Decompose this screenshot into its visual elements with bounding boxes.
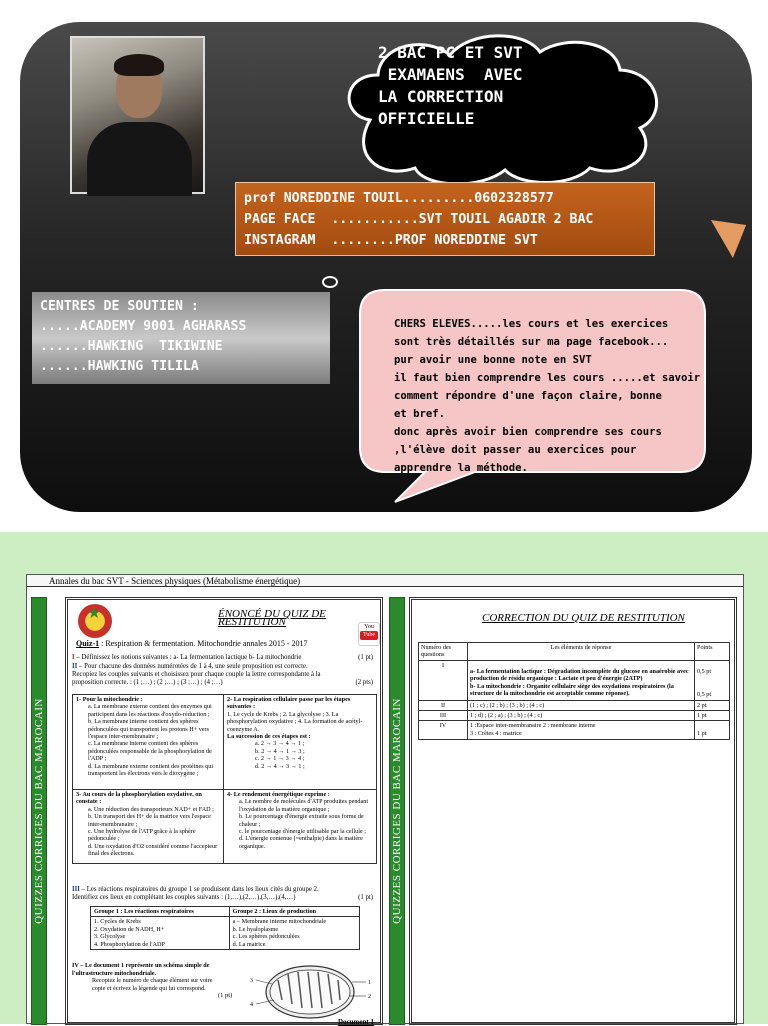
qcm-option: d. 2 → 4 → 3 → 1 ; xyxy=(255,762,305,770)
centre-item: ......HAWKING TIKIWINE xyxy=(40,339,223,354)
message-line: apprendre la méthode. xyxy=(394,462,528,474)
school-logo-icon xyxy=(78,604,112,638)
cloud-line: LA CORRECTION xyxy=(378,87,504,106)
message-line: ,l'élève doit passer au exercices pour xyxy=(394,444,637,456)
points-value: 1 pt xyxy=(697,730,707,738)
question-text: – Définissez les notions suivantes : a- La fermentation lactique b- La mitochondrie xyxy=(74,654,302,661)
centres-title: CENTRES DE SOUTIEN : xyxy=(40,299,199,314)
row-answer: (1 ; c) ; (2 ; b) ; (3 ; b) ; (4 ; c) xyxy=(468,700,695,710)
qcm-cell-3 xyxy=(73,790,223,859)
qcm-option: c. Une hydrolyse de l'ATP grâce à la sphère pédonculée ; xyxy=(88,828,196,843)
qcm-option: d. L'énergie contenue (=enthalpie) dans la matière organique. xyxy=(239,835,363,850)
qcm-option: b. Un transport des H+ de la matrice vers l'espace inter-membranaire ; xyxy=(88,813,211,828)
question-number: III xyxy=(72,886,80,893)
mitochondria-diagram xyxy=(248,960,378,1024)
group1-item: 2. Oxydation de NADH, H+ xyxy=(94,925,165,933)
sidebar-label: QUIZZES CORRIGES DU BAC MAROCAIN xyxy=(391,698,403,924)
qcm-option: c. le pourcentage d'énergie utilisable par la cellule ; xyxy=(239,828,366,836)
qcm-title: 2- La respiration cellulaire passe par les étapes suivantes : xyxy=(227,696,351,711)
group1-item: 1. Cycles de Krebs xyxy=(94,918,141,926)
qcm-intro: 1. Le cycle de Krebs ; 2. La glycolyse ; 3. La phosphorylation oxydative ; 4. La formation de acétyl-coenzyme A. xyxy=(227,710,363,733)
enonce-column xyxy=(65,597,383,1025)
prof-facebook-page: PAGE FACE ...........SVT TOUIL AGADIR 2 BAC xyxy=(244,212,594,227)
prof-contact-box xyxy=(235,182,655,256)
quiz-label: Quiz-1 xyxy=(76,639,100,648)
answer-line: a- La fermentation lactique : Dégradation incomplète du glucose en anaérobie avec production de résidu organique : Lactate et peu d'énergie (2ATP) xyxy=(470,667,689,683)
message-line: et bref. xyxy=(394,408,446,420)
qcm-cell-2 xyxy=(224,695,376,771)
question-2 xyxy=(72,663,377,687)
youtube-tube: Tube xyxy=(360,631,378,640)
question-title: IV – Le document 1 représente un schéma simple de l'ultrastructure mitochondriale. xyxy=(72,962,210,977)
qcm-option: c. 2 → 1 → 3 → 4 ; xyxy=(255,755,305,763)
correction-title: CORRECTION DU QUIZ DE RESTITUTION xyxy=(482,612,685,624)
question-points: (2 pts) xyxy=(355,679,373,686)
question-text: – Pour chacune des données numérotées de 1 à 4, une seule proposition est correcte. xyxy=(77,663,308,670)
qcm-option: b. 2 → 4 → 1 → 3 ; xyxy=(255,747,305,755)
qcm-option: a. La membrane externe contient des enzymes qui participent dans les réactions d'oxydo-réduction ; xyxy=(88,703,212,718)
row-points: 2 pt xyxy=(695,700,730,710)
question-text-2: Recopiez les couples suivants et choisissez pour chaque couple la lettre correspondante à la xyxy=(72,671,321,678)
qcm-option: a. Le nombre de molécules d'ATP produites pendant l'oxydation de la matière organique ; xyxy=(239,798,369,813)
qcm-option: d. La membrane externe contient des protéines qui transportent les électrons vers le dioxygène ; xyxy=(88,762,214,778)
left-sidebar xyxy=(31,597,47,1025)
prof-instagram: INSTAGRAM ........PROF NOREDDINE SVT xyxy=(244,233,538,248)
document-header: Annales du bac SVT - Sciences physiques (Métabolisme énergétique) xyxy=(27,575,743,587)
quiz-document xyxy=(26,574,744,1024)
row-answer xyxy=(468,721,695,739)
group2-item: c. Les sphères pédonculées xyxy=(232,933,300,941)
correction-column xyxy=(409,597,737,1025)
question-4 xyxy=(72,962,222,992)
row-answer: 1 ; d) ; (2 ; a) ; (3 ; b) ; (4 ; c) xyxy=(468,711,695,721)
group2-cell xyxy=(229,917,359,950)
message-line: donc après avoir bien comprendre ses cours xyxy=(394,426,662,438)
qcm-title: 1- Pour la mitochondrie : xyxy=(76,696,143,703)
message-line: CHERS ELEVES.....les cours et les exercices xyxy=(394,318,669,330)
group2-item: b. Le hyaloplasme xyxy=(232,925,279,933)
teacher-photo xyxy=(70,36,205,194)
diagram-label: 2 xyxy=(368,994,371,1000)
points-value: 0,5 pt xyxy=(697,691,712,699)
qcm-cell-1 xyxy=(73,695,223,778)
group1-item: 4. Phosphorylation de l'ADP xyxy=(94,940,165,948)
question-number: II xyxy=(72,663,78,670)
qcm-option: d. Une oxydation d'O2 considéré comme l'accepteur final des électrons. xyxy=(88,842,218,858)
question-text-2: Identifiez ces lieux en complétant les couples suivants : (1,…),(2,…),(3,…),(4,…) xyxy=(72,894,296,901)
prof-prefix: prof xyxy=(244,191,284,206)
diagram-label: 3 xyxy=(250,978,253,984)
row-number: III xyxy=(419,711,468,721)
right-sidebar xyxy=(389,597,405,1025)
sidebar-label: QUIZZES CORRIGES DU BAC MAROCAIN xyxy=(33,698,45,924)
row-answer xyxy=(468,660,695,700)
group2-item: a – Membrane interne mitochondriale xyxy=(232,918,327,926)
enonce-title: ÉNONCÉ DU QUIZ DE RESTITUTION xyxy=(218,608,326,629)
table-row xyxy=(419,700,730,710)
group1-header: Groupe 1 : Les réactions respiratoires xyxy=(91,907,230,917)
centre-item: ......HAWKING TILILA xyxy=(40,359,199,374)
cloud-line: 2 BAC PC ET SVT xyxy=(378,43,523,62)
question-1 xyxy=(72,654,377,662)
question-points: (1 pt) xyxy=(218,992,233,999)
qcm-option: a. Une réduction des transporteurs NAD+ et FAD ; xyxy=(88,805,214,813)
correction-table xyxy=(418,642,730,740)
quiz-subtitle xyxy=(76,640,376,648)
table-row xyxy=(419,660,730,700)
question-points: (1 pt) xyxy=(358,654,373,661)
row-points xyxy=(695,660,730,700)
table-row xyxy=(419,721,730,739)
message-text xyxy=(394,315,704,477)
points-value: 0,5 pt xyxy=(697,667,712,675)
group1-item: 3. Glycolyse xyxy=(94,933,126,941)
question-number: I xyxy=(72,654,75,661)
prof-name-phone: NOREDDINE TOUIL.........0602328577 xyxy=(283,191,554,206)
question-text: – Les réactions respiratoires du groupe 1 se produisent dans les lieux cités du groupe 2. xyxy=(79,886,319,893)
qcm-cell-4 xyxy=(224,790,376,851)
qcm-option: b. Le pourcentage d'énergie extraite sous forme de chaleur ; xyxy=(239,813,364,828)
youtube-you: You xyxy=(364,624,374,630)
row-number: IV xyxy=(419,721,468,739)
row-number: II xyxy=(419,700,468,710)
groups-table xyxy=(90,906,360,950)
group2-header: Groupe 2 : Lieux de production xyxy=(229,907,359,917)
cloud-line: OFFICIELLE xyxy=(378,109,475,128)
message-line: sont très détaillés sur ma page facebook... xyxy=(394,336,669,348)
qcm-title: 3- Au cours de la phosphorylation oxydative, on constate : xyxy=(76,791,202,806)
qcm-subtitle: La succession de ces étapes est : xyxy=(227,733,311,741)
group1-cell xyxy=(91,917,230,950)
message-line: il faut bien comprendre les cours .....et savoir xyxy=(394,372,701,384)
message-line: comment répondre d'une façon claire, bonne xyxy=(394,390,662,402)
question-text-3: proposition correcte. : (1 ;…) ; (2 ;…) ; (3 ;…) ; (4 ;…) xyxy=(72,679,223,686)
centre-item: .....ACADEMY 9001 AGHARASS xyxy=(40,319,247,334)
qcm-option: a. 2 → 3 → 4 → 1 ; xyxy=(255,740,305,748)
row-points xyxy=(695,721,730,739)
centres-box xyxy=(32,292,330,384)
table-header: Points xyxy=(695,643,730,661)
answer-line: b- La mitochondrie : Organite cellulaire siège des oxydations respiratoires (la structure de la mitochondrie est acceptable comme réponse). xyxy=(470,682,674,698)
answer-line: 1 :Espace inter-membranaire 2 : membrane interne xyxy=(470,722,596,730)
question-points: (1 pt) xyxy=(358,894,373,901)
diagram-label: 4 xyxy=(250,1002,253,1008)
message-line: pur avoir une bonne note en SVT xyxy=(394,354,592,366)
table-header: Numéro des questions xyxy=(419,643,468,661)
qcm-title: 4- Le rendement énergétique exprime : xyxy=(227,791,330,798)
bubble-dot xyxy=(322,276,338,288)
cloud-text xyxy=(378,42,638,130)
cloud-line: EXAMAENS AVEC xyxy=(378,65,523,84)
question-text: Recopiez le numéro de chaque élément sur votre copie et écrivez la légende qui lui correspond. xyxy=(92,977,213,992)
row-points: 1 pt xyxy=(695,711,730,721)
diagram-label: 1 xyxy=(368,980,371,986)
answer-line: 3 : Crêtes 4 : matrice xyxy=(470,729,522,737)
row-number: I xyxy=(419,660,468,700)
qcm-grid xyxy=(72,694,377,864)
question-3 xyxy=(72,886,377,902)
group2-item: d. La matrice xyxy=(232,940,266,948)
table-header: Les éléments de réponse xyxy=(468,643,695,661)
qcm-option: b. La membrane interne contient des sphères pédonculées qui transportent les protons H+ vers l'espace inter-membranaire ; xyxy=(88,718,210,741)
quiz-subtitle-text: : Respiration & fermentation. Mitochondrie annales 2015 - 2017 xyxy=(99,639,308,648)
document-label: Document 1 xyxy=(338,1018,374,1026)
table-row xyxy=(419,711,730,721)
qcm-option: c. La membrane interne contient des sphères pédonculées responsable de la phosphorylation de l'ADP ; xyxy=(88,740,212,763)
